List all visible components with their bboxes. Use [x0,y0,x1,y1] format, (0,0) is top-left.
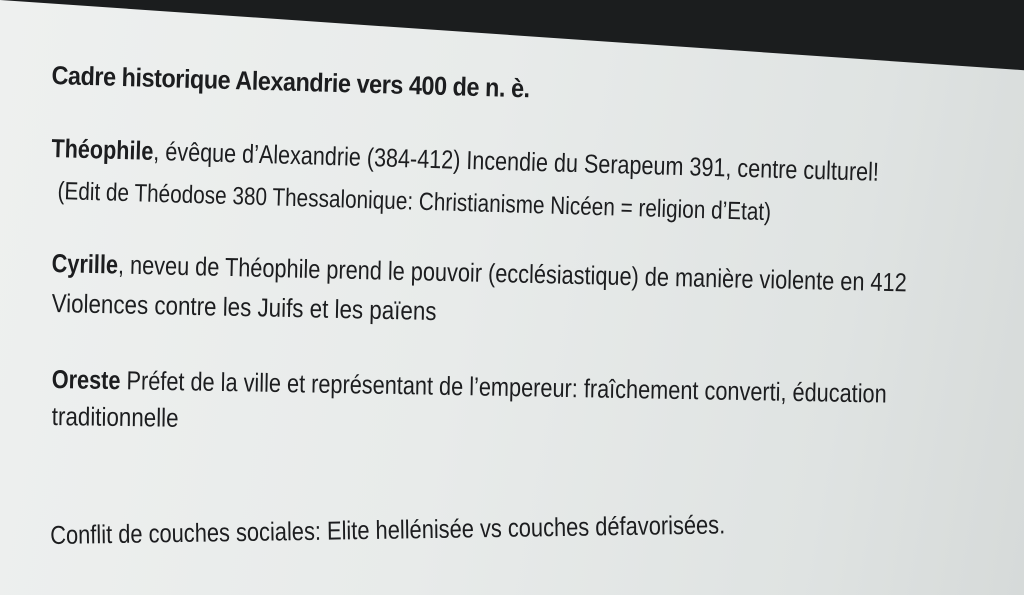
cyrille-description: , neveu de Théophile prend le pouvoir (ecclésiastique) de manière violente en 412 [117,249,908,298]
cyrille-line-2: Violences contre les Juifs et les païens [51,288,437,327]
conclusion-line: Conflit de couches sociales: Elite hellénisée vs couches défavorisées. [50,509,726,550]
cyrille-name: Cyrille [51,248,119,280]
oreste-name: Oreste [51,364,121,396]
oreste-description: Préfet de la ville et représentant de l’empereur: fraîchement converti, éducation [120,365,887,409]
theophile-description: , évêque d’Alexandrie (384-412) Incendie du Serapeum 391, centre culturel! [153,135,880,187]
theophile-line-2: (Edit de Théodose 380 Thessalonique: Christianisme Nicéen = religion d’Etat) [57,177,772,227]
theophile-name: Théophile [51,133,154,166]
slide-title: Cadre historique Alexandrie vers 400 de n. è. [51,60,531,104]
oreste-line-2: traditionnelle [51,401,179,433]
